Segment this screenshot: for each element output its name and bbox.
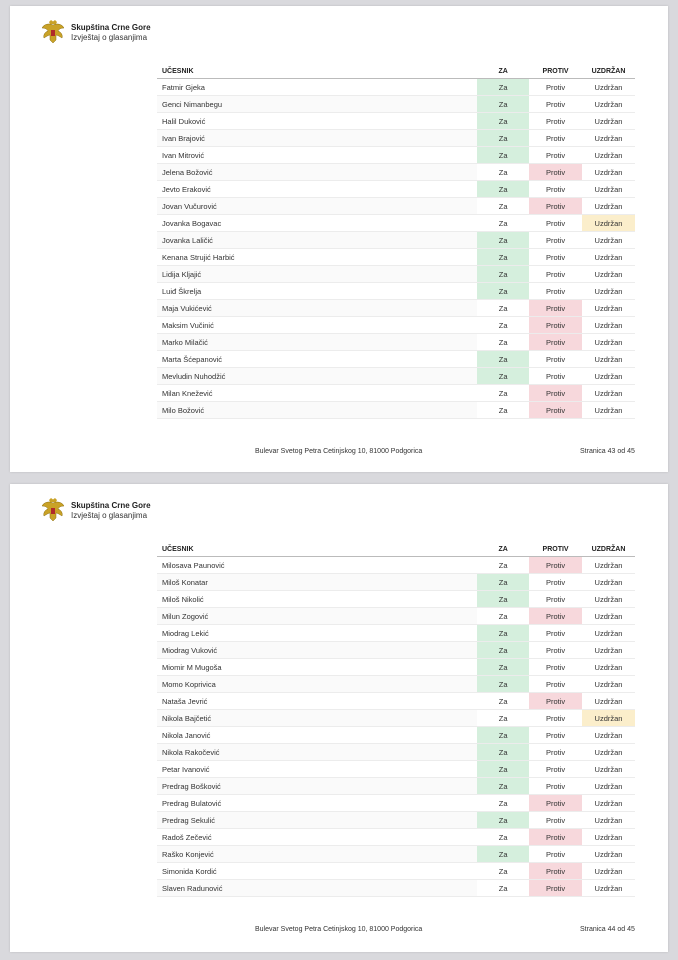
vote-cell-za: Za [477, 659, 529, 676]
vote-cell-uzdrzan: Uzdržan [582, 385, 635, 402]
vote-cell-protiv: Protiv [529, 812, 582, 829]
vote-cell-za: Za [477, 727, 529, 744]
participant-name: Nikola Janović [157, 727, 477, 744]
participant-name: Fatmir Gjeka [157, 79, 477, 96]
vote-cell-protiv: Protiv [529, 385, 582, 402]
table-row [157, 812, 635, 829]
vote-cell-za: Za [477, 744, 529, 761]
table-row [157, 557, 635, 574]
vote-cell-uzdrzan: Uzdržan [582, 608, 635, 625]
vote-cell-protiv: Protiv [529, 557, 582, 574]
vote-cell-za: Za [477, 317, 529, 334]
participant-name: Predrag Sekulić [157, 812, 477, 829]
coat-of-arms-icon [42, 498, 64, 522]
participant-name: Kenana Strujić Harbić [157, 249, 477, 266]
vote-cell-uzdrzan: Uzdržan [582, 232, 635, 249]
table-row [157, 198, 635, 215]
table-row [157, 164, 635, 181]
participant-name: Nataša Jevrić [157, 693, 477, 710]
table-row [157, 727, 635, 744]
vote-cell-za: Za [477, 232, 529, 249]
vote-cell-protiv: Protiv [529, 591, 582, 608]
vote-cell-protiv: Protiv [529, 79, 582, 96]
vote-cell-za: Za [477, 385, 529, 402]
page-number: Stranica 44 od 45 [580, 926, 635, 933]
vote-cell-protiv: Protiv [529, 744, 582, 761]
vote-cell-uzdrzan: Uzdržan [582, 863, 635, 880]
vote-cell-uzdrzan: Uzdržan [582, 642, 635, 659]
vote-cell-za: Za [477, 266, 529, 283]
participant-name: Jovanka Laličić [157, 232, 477, 249]
table-row [157, 795, 635, 812]
table-row [157, 625, 635, 642]
vote-cell-uzdrzan: Uzdržan [582, 557, 635, 574]
vote-cell-uzdrzan: Uzdržan [582, 113, 635, 130]
vote-cell-uzdrzan: Uzdržan [582, 249, 635, 266]
vote-cell-uzdrzan: Uzdržan [582, 659, 635, 676]
column-header-participant: UČESNIK [157, 542, 477, 557]
vote-cell-protiv: Protiv [529, 693, 582, 710]
table-row [157, 710, 635, 727]
table-row [157, 79, 635, 96]
participant-name: Milosava Paunović [157, 557, 477, 574]
vote-cell-uzdrzan: Uzdržan [582, 266, 635, 283]
vote-cell-uzdrzan: Uzdržan [582, 181, 635, 198]
participant-name: Miodrag Vuković [157, 642, 477, 659]
votes-table-body [157, 79, 635, 419]
organization-name: Skupština Crne Gore [71, 501, 151, 510]
participant-name: Miodrag Lekić [157, 625, 477, 642]
vote-cell-za: Za [477, 693, 529, 710]
participant-name: Milo Božović [157, 402, 477, 419]
vote-cell-uzdrzan: Uzdržan [582, 402, 635, 419]
vote-cell-uzdrzan: Uzdržan [582, 164, 635, 181]
vote-cell-za: Za [477, 334, 529, 351]
participant-name: Milun Zogović [157, 608, 477, 625]
vote-cell-uzdrzan: Uzdržan [582, 676, 635, 693]
vote-cell-za: Za [477, 710, 529, 727]
table-row [157, 113, 635, 130]
vote-cell-uzdrzan: Uzdržan [582, 368, 635, 385]
participant-name: Marko Milačić [157, 334, 477, 351]
vote-cell-uzdrzan: Uzdržan [582, 795, 635, 812]
vote-cell-protiv: Protiv [529, 334, 582, 351]
table-row [157, 130, 635, 147]
vote-cell-protiv: Protiv [529, 351, 582, 368]
table-row [157, 232, 635, 249]
vote-cell-za: Za [477, 574, 529, 591]
participant-name: Maja Vukićević [157, 300, 477, 317]
table-row [157, 761, 635, 778]
participant-name: Ivan Mitrović [157, 147, 477, 164]
vote-cell-za: Za [477, 215, 529, 232]
table-row [157, 846, 635, 863]
vote-cell-uzdrzan: Uzdržan [582, 880, 635, 897]
report-subtitle: Izvještaj o glasanjima [71, 511, 148, 520]
participant-name: Milan Knežević [157, 385, 477, 402]
vote-cell-protiv: Protiv [529, 198, 582, 215]
table-row [157, 591, 635, 608]
participant-name: Slaven Radunović [157, 880, 477, 897]
vote-cell-protiv: Protiv [529, 659, 582, 676]
vote-cell-za: Za [477, 829, 529, 846]
vote-cell-za: Za [477, 795, 529, 812]
vote-cell-uzdrzan: Uzdržan [582, 317, 635, 334]
table-row [157, 96, 635, 113]
vote-cell-protiv: Protiv [529, 368, 582, 385]
report-page [10, 484, 668, 952]
report-page [10, 6, 668, 472]
vote-cell-za: Za [477, 198, 529, 215]
organization-name: Skupština Crne Gore [71, 23, 151, 32]
participant-name: Jovanka Bogavac [157, 215, 477, 232]
vote-cell-protiv: Protiv [529, 846, 582, 863]
vote-cell-protiv: Protiv [529, 642, 582, 659]
vote-cell-uzdrzan: Uzdržan [582, 79, 635, 96]
participant-name: Miloš Nikolić [157, 591, 477, 608]
table-row [157, 608, 635, 625]
participant-name: Predrag Bulatović [157, 795, 477, 812]
vote-cell-protiv: Protiv [529, 317, 582, 334]
table-row [157, 215, 635, 232]
vote-cell-za: Za [477, 79, 529, 96]
vote-cell-protiv: Protiv [529, 130, 582, 147]
vote-cell-protiv: Protiv [529, 300, 582, 317]
column-header-participant: UČESNIK [157, 64, 477, 79]
participant-name: Jovan Vučurović [157, 198, 477, 215]
vote-cell-za: Za [477, 181, 529, 198]
vote-cell-uzdrzan: Uzdržan [582, 591, 635, 608]
table-row [157, 368, 635, 385]
vote-cell-za: Za [477, 557, 529, 574]
column-header-protiv: PROTIV [529, 542, 582, 557]
vote-cell-uzdrzan: Uzdržan [582, 744, 635, 761]
vote-cell-protiv: Protiv [529, 232, 582, 249]
vote-cell-za: Za [477, 608, 529, 625]
votes-table-body [157, 557, 635, 897]
vote-cell-uzdrzan: Uzdržan [582, 829, 635, 846]
vote-cell-protiv: Protiv [529, 778, 582, 795]
table-row [157, 283, 635, 300]
column-header-protiv: PROTIV [529, 64, 582, 79]
column-header-za: ZA [477, 542, 529, 557]
participant-name: Petar Ivanović [157, 761, 477, 778]
vote-cell-uzdrzan: Uzdržan [582, 198, 635, 215]
table-row [157, 300, 635, 317]
participant-name: Ivan Brajović [157, 130, 477, 147]
footer-address: Bulevar Svetog Petra Cetinjskog 10, 81000 Podgorica [255, 448, 423, 455]
table-row [157, 642, 635, 659]
vote-cell-uzdrzan: Uzdržan [582, 574, 635, 591]
table-header-row [157, 542, 635, 557]
participant-name: Nikola Rakočević [157, 744, 477, 761]
vote-cell-uzdrzan: Uzdržan [582, 147, 635, 164]
participant-name: Miomir M Mugoša [157, 659, 477, 676]
vote-cell-protiv: Protiv [529, 608, 582, 625]
vote-cell-za: Za [477, 113, 529, 130]
vote-cell-za: Za [477, 591, 529, 608]
column-header-za: ZA [477, 64, 529, 79]
table-row [157, 181, 635, 198]
participant-name: Genci Nimanbegu [157, 96, 477, 113]
vote-cell-za: Za [477, 863, 529, 880]
vote-cell-za: Za [477, 880, 529, 897]
vote-cell-za: Za [477, 402, 529, 419]
participant-name: Predrag Bošković [157, 778, 477, 795]
vote-cell-uzdrzan: Uzdržan [582, 283, 635, 300]
participant-name: Luiđ Škrelja [157, 283, 477, 300]
report-subtitle: Izvještaj o glasanjima [71, 33, 148, 42]
participant-name: Simonida Kordić [157, 863, 477, 880]
footer-address: Bulevar Svetog Petra Cetinjskog 10, 81000 Podgorica [255, 926, 423, 933]
coat-of-arms-icon [42, 20, 64, 44]
table-row [157, 266, 635, 283]
vote-cell-protiv: Protiv [529, 574, 582, 591]
participant-name: Jevto Eraković [157, 181, 477, 198]
votes-table [157, 542, 635, 897]
table-row [157, 744, 635, 761]
vote-cell-protiv: Protiv [529, 266, 582, 283]
participant-name: Radoš Zečević [157, 829, 477, 846]
participant-name: Nikola Bajčetić [157, 710, 477, 727]
votes-table [157, 64, 635, 419]
table-row [157, 829, 635, 846]
table-row [157, 778, 635, 795]
vote-cell-protiv: Protiv [529, 249, 582, 266]
vote-cell-uzdrzan: Uzdržan [582, 96, 635, 113]
table-row [157, 676, 635, 693]
table-row [157, 402, 635, 419]
vote-cell-protiv: Protiv [529, 676, 582, 693]
table-row [157, 863, 635, 880]
vote-cell-uzdrzan: Uzdržan [582, 215, 635, 232]
participant-name: Mevludin Nuhodžić [157, 368, 477, 385]
page-number: Stranica 43 od 45 [580, 448, 635, 455]
table-row [157, 659, 635, 676]
vote-cell-uzdrzan: Uzdržan [582, 812, 635, 829]
vote-cell-za: Za [477, 625, 529, 642]
vote-cell-za: Za [477, 96, 529, 113]
vote-cell-za: Za [477, 249, 529, 266]
vote-cell-protiv: Protiv [529, 727, 582, 744]
vote-cell-protiv: Protiv [529, 829, 582, 846]
vote-cell-uzdrzan: Uzdržan [582, 761, 635, 778]
vote-cell-protiv: Protiv [529, 96, 582, 113]
table-row [157, 574, 635, 591]
vote-cell-uzdrzan: Uzdržan [582, 693, 635, 710]
vote-cell-uzdrzan: Uzdržan [582, 710, 635, 727]
table-row [157, 385, 635, 402]
vote-cell-protiv: Protiv [529, 147, 582, 164]
participant-name: Maksim Vučinić [157, 317, 477, 334]
vote-cell-protiv: Protiv [529, 761, 582, 778]
participant-name: Miloš Konatar [157, 574, 477, 591]
vote-cell-za: Za [477, 761, 529, 778]
vote-cell-za: Za [477, 368, 529, 385]
vote-cell-protiv: Protiv [529, 164, 582, 181]
vote-cell-protiv: Protiv [529, 113, 582, 130]
table-row [157, 249, 635, 266]
vote-cell-protiv: Protiv [529, 625, 582, 642]
table-header-row [157, 64, 635, 79]
vote-cell-protiv: Protiv [529, 880, 582, 897]
vote-cell-za: Za [477, 351, 529, 368]
table-row [157, 693, 635, 710]
vote-cell-protiv: Protiv [529, 402, 582, 419]
vote-cell-za: Za [477, 300, 529, 317]
participant-name: Momo Koprivica [157, 676, 477, 693]
vote-cell-uzdrzan: Uzdržan [582, 846, 635, 863]
vote-cell-protiv: Protiv [529, 215, 582, 232]
vote-cell-za: Za [477, 164, 529, 181]
vote-cell-protiv: Protiv [529, 863, 582, 880]
table-row [157, 334, 635, 351]
vote-cell-za: Za [477, 676, 529, 693]
vote-cell-za: Za [477, 130, 529, 147]
table-row [157, 880, 635, 897]
vote-cell-uzdrzan: Uzdržan [582, 334, 635, 351]
table-row [157, 147, 635, 164]
participant-name: Halil Duković [157, 113, 477, 130]
vote-cell-uzdrzan: Uzdržan [582, 351, 635, 368]
vote-cell-protiv: Protiv [529, 181, 582, 198]
column-header-uzdrzan: UZDRŽAN [582, 64, 635, 79]
vote-cell-uzdrzan: Uzdržan [582, 778, 635, 795]
participant-name: Jelena Božović [157, 164, 477, 181]
vote-cell-uzdrzan: Uzdržan [582, 727, 635, 744]
participant-name: Lidija Kljajić [157, 266, 477, 283]
vote-cell-protiv: Protiv [529, 283, 582, 300]
participant-name: Marta Šćepanović [157, 351, 477, 368]
vote-cell-za: Za [477, 812, 529, 829]
vote-cell-za: Za [477, 778, 529, 795]
vote-cell-za: Za [477, 846, 529, 863]
vote-cell-uzdrzan: Uzdržan [582, 625, 635, 642]
vote-cell-za: Za [477, 642, 529, 659]
vote-cell-uzdrzan: Uzdržan [582, 130, 635, 147]
vote-cell-za: Za [477, 283, 529, 300]
table-row [157, 317, 635, 334]
vote-cell-protiv: Protiv [529, 795, 582, 812]
vote-cell-uzdrzan: Uzdržan [582, 300, 635, 317]
participant-name: Raško Konjević [157, 846, 477, 863]
vote-cell-za: Za [477, 147, 529, 164]
vote-cell-protiv: Protiv [529, 710, 582, 727]
table-row [157, 351, 635, 368]
column-header-uzdrzan: UZDRŽAN [582, 542, 635, 557]
